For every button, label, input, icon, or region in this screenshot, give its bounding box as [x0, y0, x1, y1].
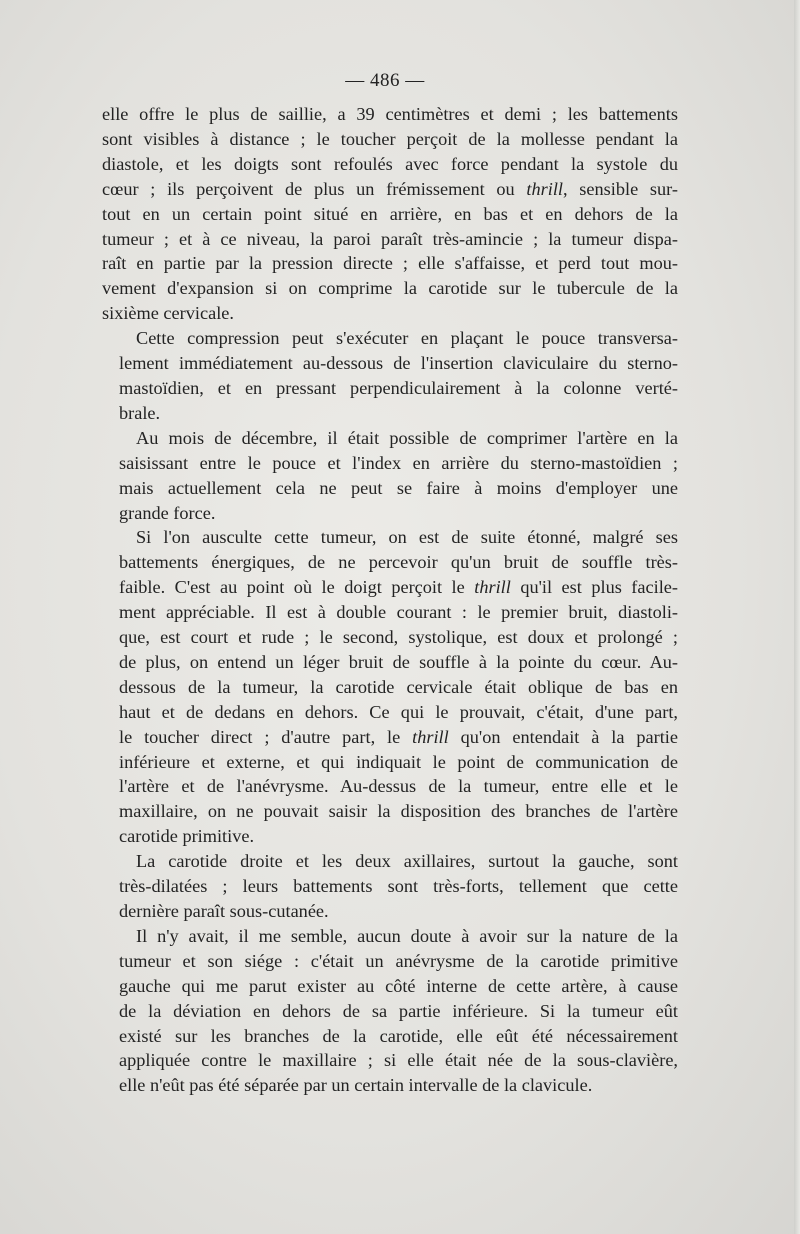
text-line: dessous de la tumeur, la carotide cervicale était oblique de bas en: [119, 676, 678, 697]
text-line: elle offre le plus de saillie, a 39 centimètres et demi ; les battements: [102, 104, 678, 124]
text-line: appliquée contre le maxillaire ; si elle était née de la sous-clavière,: [119, 1050, 678, 1071]
text-line: haut et de dedans en dehors. Ce qui le prouvait, c'était, d'une part,: [119, 701, 678, 722]
italic-term: thrill: [412, 726, 449, 747]
text-line: La carotide droite et les deux axillaires, surtout la gauche, sont: [136, 851, 678, 872]
paragraph-1: [102, 102, 678, 326]
text-line: battements énergiques, de ne percevoir qu'un bruit de souffle très-: [119, 552, 678, 573]
text-line: sixième cervicale.: [102, 303, 234, 324]
text-line: lement immédiatement au-dessous de l'insertion claviculaire du sterno-: [119, 353, 678, 374]
text-line: existé sur les branches de la carotide, elle eût été nécessairement: [119, 1025, 678, 1046]
text-line: que, est court et rude ; le second, systolique, est doux et prolongé ;: [119, 627, 678, 648]
text-line: Il n'y avait, il me semble, aucun doute à avoir sur la nature de la: [136, 925, 678, 946]
italic-term: thrill: [526, 178, 563, 199]
paragraph-5: [102, 849, 678, 924]
text-line: le toucher direct ; d'autre part, le thrill qu'on entendait à la partie: [119, 726, 678, 747]
text-line: tout en un certain point situé en arrière, en bas et en dehors de la: [102, 203, 678, 224]
text-line: l'artère et de l'anévrysme. Au-dessus de la tumeur, entre elle et le: [119, 776, 678, 797]
paragraph-4: [102, 525, 678, 849]
text-line: Cette compression peut s'exécuter en plaçant le pouce transversa-: [136, 328, 678, 349]
text-line: de plus, on entend un léger bruit de souffle à la pointe du cœur. Au-: [119, 651, 678, 672]
paragraph-3: [102, 426, 678, 526]
text-line: brale.: [119, 402, 161, 423]
text-line: Si l'on ausculte cette tumeur, on est de suite étonné, malgré ses: [136, 527, 678, 548]
text-line: cœur ; ils perçoivent de plus un frémissement ou thrill, sensible sur-: [102, 178, 678, 199]
text-line: mais actuellement cela ne peut se faire à moins d'employer une: [119, 477, 678, 498]
text-line: de la déviation en dehors de sa partie inférieure. Si la tumeur eût: [119, 1000, 678, 1021]
text-line: carotide primitive.: [119, 826, 255, 847]
text-line: grande force.: [119, 502, 216, 523]
text-line: elle n'eût pas été séparée par un certain intervalle de la clavicule.: [119, 1075, 593, 1096]
text-line: vement d'expansion si on comprime la carotide sur le tubercule de la: [102, 278, 678, 299]
text-line: ment appréciable. Il est à double courant : le premier bruit, diastoli-: [119, 602, 678, 623]
paragraph-2: [102, 326, 678, 426]
text-line: inférieure et externe, et qui indiquait le point de communication de: [119, 751, 678, 772]
text-line: sont visibles à distance ; le toucher perçoit de la mollesse pendant la: [102, 128, 678, 149]
body-text: [102, 102, 678, 1098]
text-line: tumeur et son siége : c'était un anévrysme de la carotide primitive: [119, 950, 678, 971]
text-line: maxillaire, on ne pouvait saisir la disposition des branches de l'artère: [119, 801, 678, 822]
text-line: très-dilatées ; leurs battements sont très-forts, tellement que cette: [119, 876, 678, 897]
paragraph-6: [102, 924, 678, 1098]
text-line: tumeur ; et à ce niveau, la paroi paraît très-amincie ; la tumeur dispa-: [102, 228, 678, 249]
text-line: saisissant entre le pouce et l'index en arrière du sterno-mastoïdien ;: [119, 452, 678, 473]
text-line: gauche qui me parut exister au côté interne de cette artère, à cause: [119, 975, 678, 996]
italic-term: thrill: [474, 577, 511, 598]
text-line: diastole, et les doigts sont refoulés avec force pendant la systole du: [102, 153, 678, 174]
text-line: mastoïdien, et en pressant perpendiculairement à la colonne verté-: [119, 377, 678, 398]
text-line: Au mois de décembre, il était possible de comprimer l'artère en la: [136, 427, 678, 448]
text-line: raît en partie par la pression directe ; elle s'affaisse, et perd tout mou-: [102, 253, 678, 274]
page-edge: [794, 0, 800, 1234]
text-line: faible. C'est au point où le doigt perçoit le thrill qu'il est plus facile-: [119, 577, 678, 598]
text-line: dernière paraît sous-cutanée.: [119, 901, 329, 921]
page-number: — 486 —: [345, 70, 425, 91]
